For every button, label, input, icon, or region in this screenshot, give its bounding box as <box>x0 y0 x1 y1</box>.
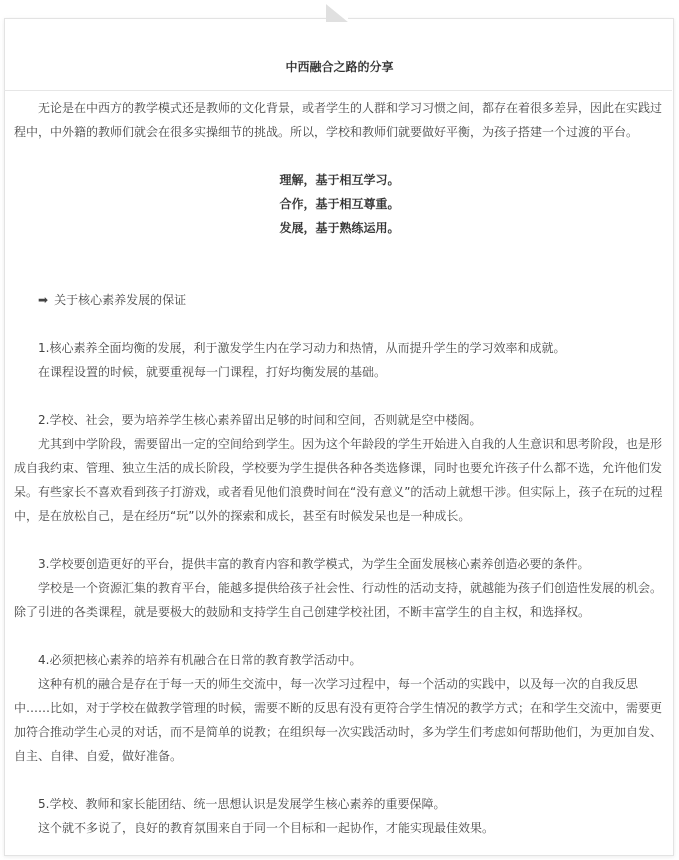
point-2-paragraph: 尤其到中学阶段，需要留出一定的空间给到学生。因为这个年龄段的学生开始进入自我的人生意识和思考阶段，也是形成自我约束、管理、独立生活的成长阶段，学校要为学生提供各种各类选修课，同时也要允许孩子什么都不选，允许他们发呆。有些家长不喜欢看到孩子打游戏，或者看见他们浪费时间在“没有意义”的活动上就想干涉。但实际上，孩子在玩的过程中，是在放松自己，是在经历“玩”以外的探索和成长，甚至有时候发呆也是一种成长。 <box>14 437 663 523</box>
intro-paragraph: 无论是在中西方的教学模式还是教师的文化背景，或者学生的人群和学习习惯之间，都存在着很多差异，因此在实践过程中，中外籍的教师们就会在很多实操细节的挑战。所以，学校和教师们就要做好平衡，为孩子搭建一个过渡的平台。 <box>14 101 663 139</box>
motto-2: 合作，基于相互尊重。 <box>279 197 400 211</box>
article-title: 中西融合之路的分享 <box>285 60 394 74</box>
point-3-paragraph: 学校是一个资源汇集的教育平台，能越多提供给孩子社会性、行动性的活动支持，就越能为孩子们创造性发展的机会。除了引进的各类课程，就是要极大的鼓励和支持学生自己创建学校社团，不断丰富学生的自主权，和选择权。 <box>14 581 663 619</box>
point-5-paragraph: 这个就不多说了，良好的教育氛围来自于同一个目标和一起协作，才能实现最佳效果。 <box>38 821 495 835</box>
point-4-heading: 4.必须把核心素养的培养有机融合在日常的教育教学活动中。 <box>38 653 362 667</box>
folded-corner-icon <box>326 4 348 22</box>
motto-1: 理解，基于相互学习。 <box>279 173 400 187</box>
point-4-paragraph: 这种有机的融合是存在于每一天的师生交流中，每一次学习过程中，每一个活动的实践中，以及每一次的自我反思中……比如，对于学校在做教学管理的时候，需要不断的反思有没有更符合学生情况的教学方式；在和学生交流中，需要更加符合推动学生心灵的对话，而不是简单的说教；在组织每一次实践活动时，多为学生们考虑如何帮助他们，为更加自发、自主、自律、自爱，做好准备。 <box>14 677 663 763</box>
arrow-right-icon: ➡ <box>38 293 49 307</box>
motto-3: 发展，基于熟练运用。 <box>279 221 400 235</box>
article-content <box>14 96 665 840</box>
point-3-heading: 3.学校要创造更好的平台，提供丰富的教育内容和教学模式，为学生全面发展核心素养创造必要的条件。 <box>38 557 590 571</box>
section-heading <box>14 288 665 312</box>
point-2-heading: 2.学校、社会，要为培养学生核心素养留出足够的时间和空间，否则就是空中楼阁。 <box>38 413 482 427</box>
point-1-paragraph: 在课程设置的时候，就要重视每一门课程，打好均衡发展的基础。 <box>38 365 387 379</box>
point-1-heading: 1.核心素养全面均衡的发展，利于激发学生内在学习动力和热情，从而提升学生的学习效率和成就。 <box>38 341 566 355</box>
section-heading-text: 关于核心素养发展的保证 <box>54 293 187 307</box>
point-5-heading: 5.学校、教师和家长能团结、统一思想认识是发展学生核心素养的重要保障。 <box>38 797 446 811</box>
